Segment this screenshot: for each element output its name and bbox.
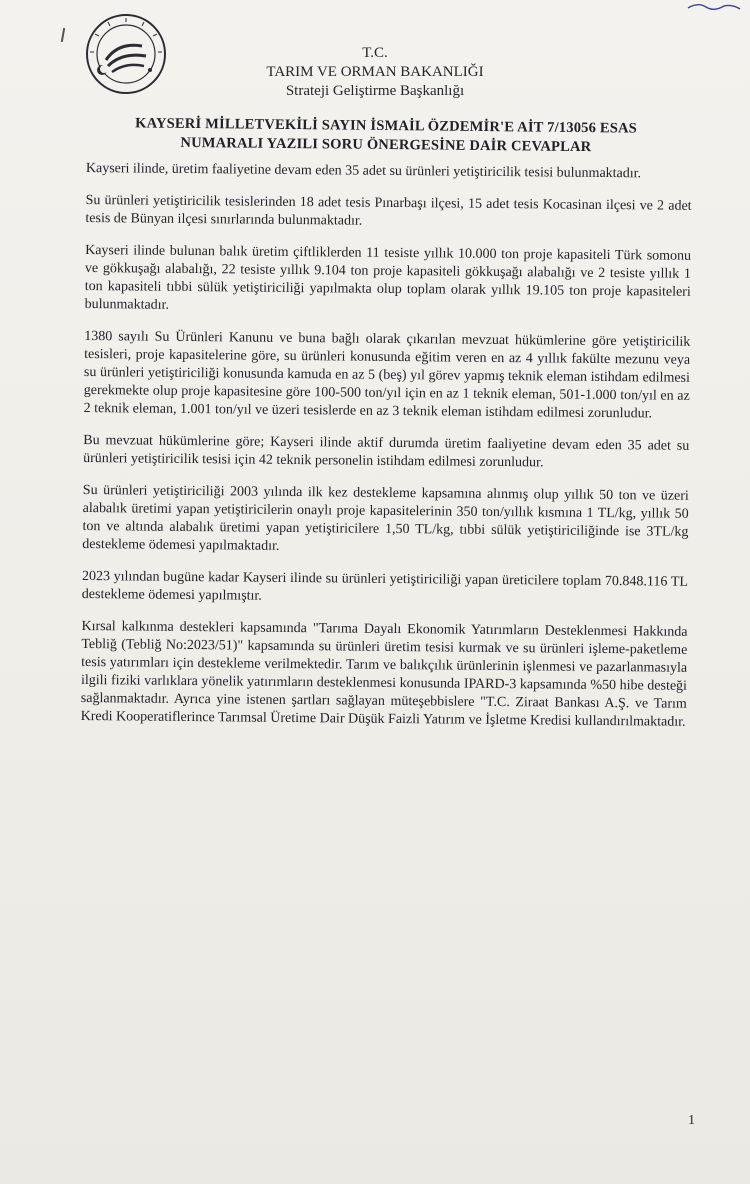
paragraph: Bu mevzuat hükümlerine göre; Kayseri ilinde aktif durumda üretim faaliyetine devam eden 35 adet su ürünleri yetiştiricilik tesisi için 42 teknik personelin istihdam edilmesi zorunludur.: [83, 432, 690, 471]
paragraph: Kayseri ilinde bulunan balık üretim çiftliklerden 11 tesiste yıllık 10.000 ton proje kapasiteli Türk somonu ve gökkuşağı alabalığı, 22 tesiste yıllık 9.104 ton proje kapasiteli gökkuşağı alabalığı ve 2 tesiste yıllık 1 ton kapasiteli tıbbi sülük yetiştiriciliği yapılmakta olup toplam olarak yıllık 19.105 ton proje kapasiteleri bulunmaktadır.: [84, 242, 692, 313]
letterhead-line-tc: T.C.: [362, 45, 388, 61]
pen-mark: [61, 28, 65, 42]
letterhead: [230, 44, 520, 101]
letterhead-department: Strateji Geliştirme Başkanlığı: [285, 83, 465, 99]
paragraph: 1380 sayılı Su Ürünleri Kanunu ve buna bağlı olarak çıkarılan mevzuat hükümlerine göre yetiştiricilik tesisleri, proje kapasitelerine göre, su ürünleri konusunda eğitim veren en az 4 yıllık fakülte mezunu veya su ürünleri yetiştiriciliği konusunda kamuda en az 5 (beş) yıl görev yapmış teknik eleman istihdam edilmesi gerekmekte olup proje kapasitesine göre 100-500 ton/yıl için en az 1 teknik eleman, 501-1.000 ton/yıl en az 2 teknik eleman, 1.001 ton/yıl ve üzeri tesislerde en az 3 teknik eleman istihdam edilmesi zorunludur.: [83, 328, 691, 422]
title-line-2: NUMARALI YAZILI SORU ÖNERGESİNE DAİR CEVAPLAR: [180, 134, 592, 156]
paragraph: Su ürünleri yetiştiricilik tesislerinden 18 adet tesis Pınarbaşı ilçesi, 15 adet tesis Kocasinan ilçesi ve 2 adet tesis de Bünyan ilçesi sınırlarında bulunmaktadır.: [85, 192, 692, 229]
handwritten-mark: [684, 0, 744, 12]
title-line-1: KAYSERİ MİLLETVEKİLİ SAYIN İSMAİL ÖZDEMİR'E AİT 7/13056 ESAS: [135, 115, 638, 137]
paragraph: 2023 yılından bugüne kadar Kayseri ilinde su ürünleri yetiştiriciliği yapan üreticilere toplam 70.848.116 TL destekleme ödemesi yapılmıştır.: [81, 568, 689, 604]
page-number: 1: [688, 1113, 695, 1128]
document-body: [80, 160, 692, 746]
paragraph: Kırsal kalkınma destekleri kapsamında "Tarıma Dayalı Ekonomik Yatırımların Desteklenmesi Hakkında Tebliğ (Tebliğ No:2023/51)" kapsamında su ürünleri üretim tesisi kurmak ve su ürünleri işleme-paketleme tesis yatırımları için destekleme verilmektedir. Tarım ve balıkçılık ürünlerinin işlenmesi ve pazarlanmasıyla ilgili fiziki varlıklara yönelik yatırımların desteklenmesi konusunda IPARD-3 kapsamında %50 hibe desteği sağlanmaktadır. Ayrıca yine istenen şartları sağlayan müteşebbislere "T.C. Ziraat Bankası A.Ş. ve Tarım Kredi Kooperatiflerince Tarımsal Üretime Dair Düşük Faizli Yatırım ve İşletme Kredisi kullandırılmaktadır.: [80, 618, 688, 730]
paragraph: Su ürünleri yetiştiriciliği 2003 yılında ilk kez destekleme kapsamına alınmış olup yıllık 50 ton ve üzeri alabalık üretimi yapan yetiştiricilerin onaylı proje kapasitelerinin 350 ton/yıllık kısmına 1 TL/kg, yıllık 50 ton ve altında alabalık üretimi yapan yetiştiricilere 1,50 TL/kg, tıbbi sülük yetiştiriciliğinde ise 3TL/kg destekleme ödemesi yapılmaktadır.: [82, 482, 689, 554]
paragraph: Kayseri ilinde, üretim faaliyetine devam eden 35 adet su ürünleri yetiştiricilik tesisi bulunmaktadır.: [85, 160, 642, 182]
document-title: [86, 114, 686, 158]
letterhead-ministry: TARIM VE ORMAN BAKANLIĞI: [266, 64, 484, 80]
ministry-seal-icon: [84, 12, 168, 96]
